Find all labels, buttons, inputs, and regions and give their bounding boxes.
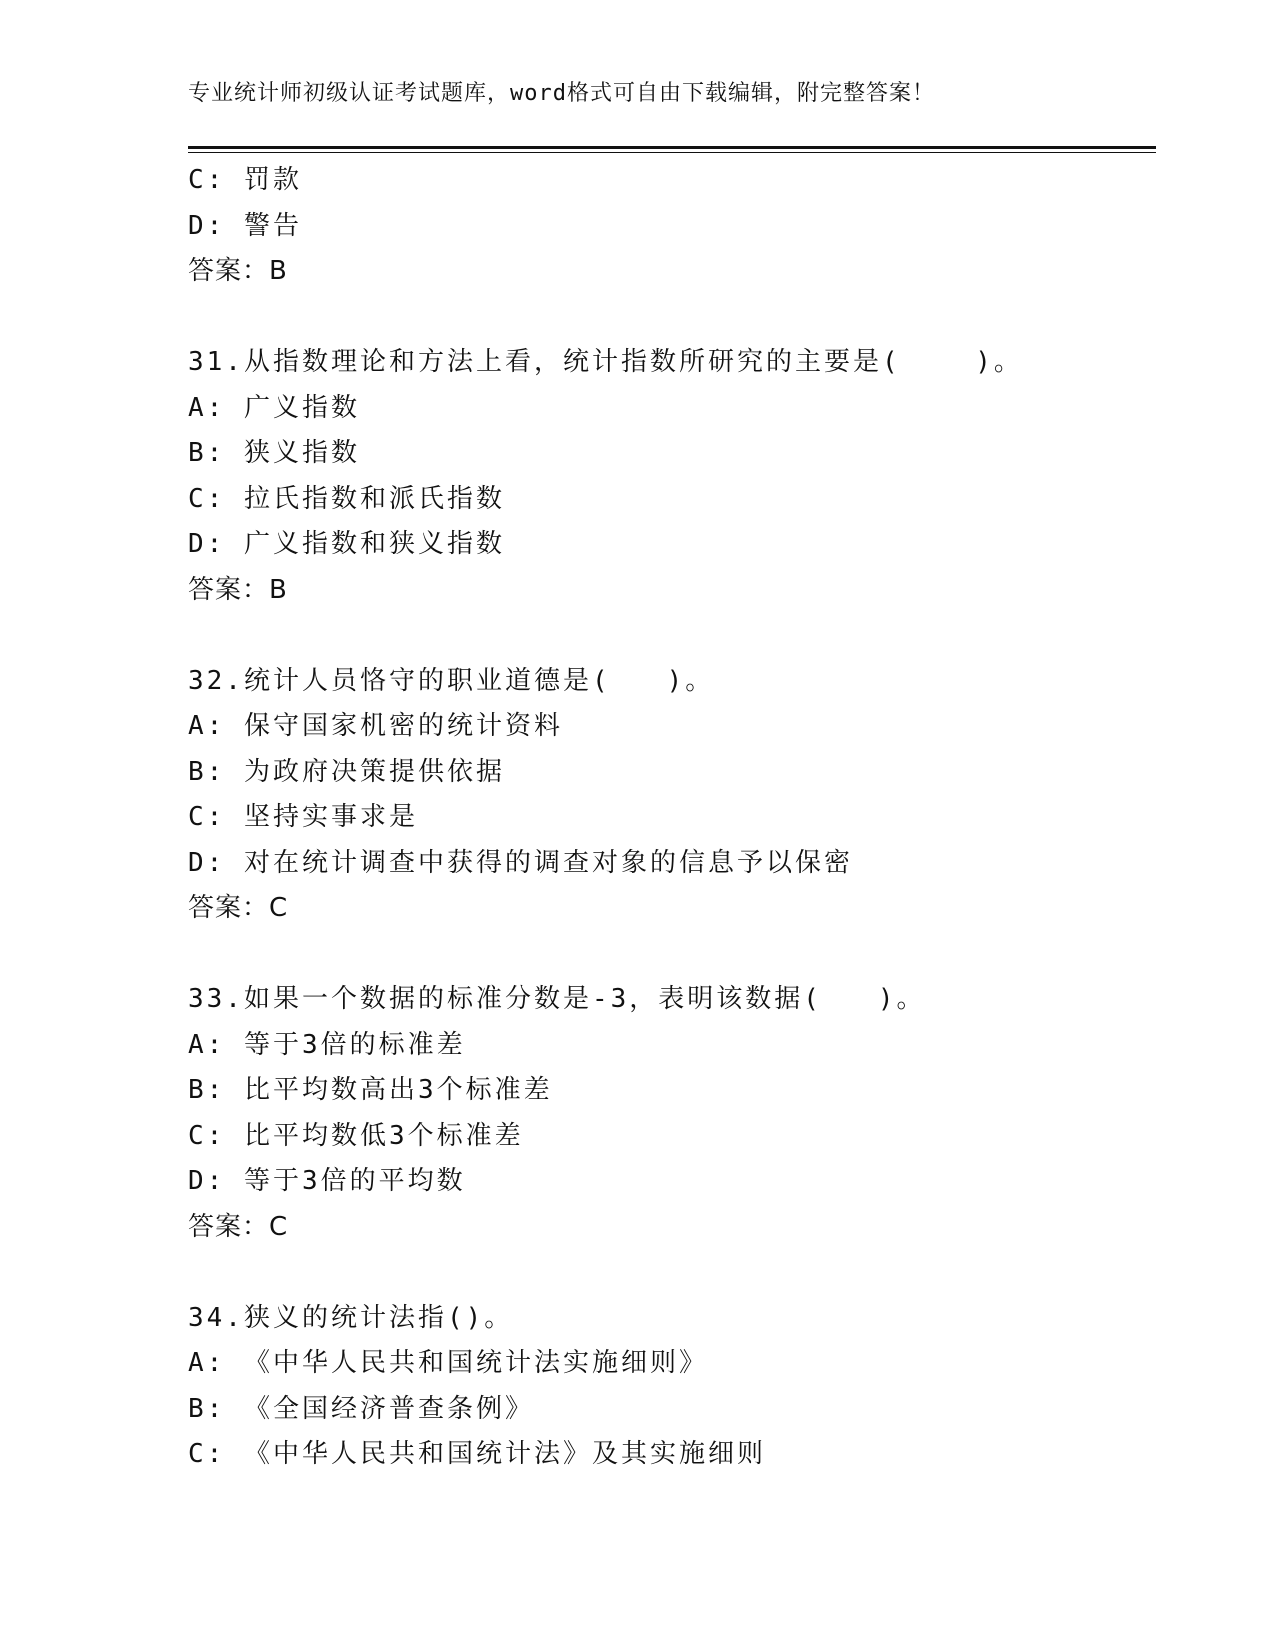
option-line: A: 等于3倍的标准差 bbox=[188, 1029, 466, 1060]
question-stem: 31.从指数理论和方法上看，统计指数所研究的主要是( )。 bbox=[188, 347, 1023, 377]
answer-line: 答案：C bbox=[188, 1211, 289, 1242]
option-line: C: 罚款 bbox=[188, 165, 302, 195]
question-stem: 32.统计人员恪守的职业道德是( )。 bbox=[188, 665, 715, 696]
option-line: A: 广义指数 bbox=[188, 392, 360, 423]
option-line: B: 比平均数高出3个标准差 bbox=[188, 1075, 553, 1105]
header-rule-thin bbox=[188, 152, 1156, 153]
question-list bbox=[188, 158, 1156, 1478]
header-rule-thick bbox=[188, 146, 1156, 149]
option-line: C: 拉氏指数和派氏指数 bbox=[188, 483, 505, 514]
option-line: B: 为政府决策提供依据 bbox=[188, 756, 505, 787]
option-line: D: 对在统计调查中获得的调查对象的信息予以保密 bbox=[188, 847, 853, 878]
answer-line: 答案：B bbox=[188, 256, 288, 286]
answer-line: 答案：C bbox=[188, 893, 289, 923]
option-line: C: 坚持实事求是 bbox=[188, 802, 418, 832]
option-line: B: 《全国经济普查条例》 bbox=[188, 1393, 534, 1424]
option-line: D: 警告 bbox=[188, 210, 302, 241]
option-line: D: 广义指数和狭义指数 bbox=[188, 529, 505, 559]
page-header: 专业统计师初级认证考试题库，word格式可自由下载编辑，附完整答案！ bbox=[188, 81, 935, 106]
option-line: B: 狭义指数 bbox=[188, 438, 360, 468]
option-line: C: 《中华人民共和国统计法》及其实施细则 bbox=[188, 1439, 766, 1469]
question-stem: 33.如果一个数据的标准分数是-3，表明该数据( )。 bbox=[188, 984, 926, 1014]
option-line: C: 比平均数低3个标准差 bbox=[188, 1120, 524, 1151]
option-line: D: 等于3倍的平均数 bbox=[188, 1166, 466, 1196]
question-stem: 34.狭义的统计法指()。 bbox=[188, 1302, 514, 1333]
option-line: A: 《中华人民共和国统计法实施细则》 bbox=[188, 1348, 708, 1378]
option-line: A: 保守国家机密的统计资料 bbox=[188, 711, 563, 741]
answer-line: 答案：B bbox=[188, 574, 288, 605]
